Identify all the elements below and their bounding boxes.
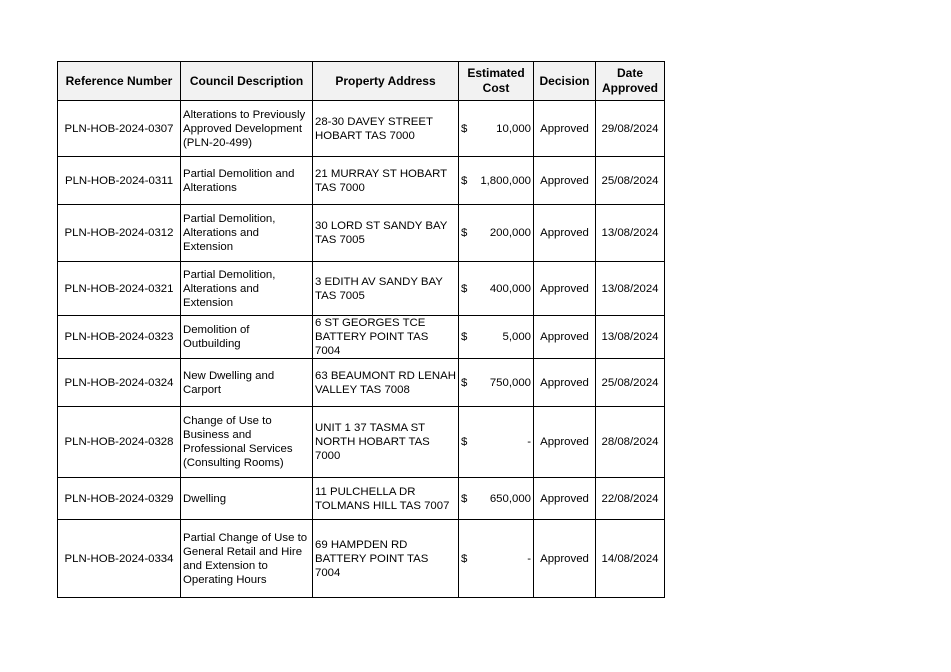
cost-cell <box>459 101 534 157</box>
currency-symbol: $ <box>461 552 468 565</box>
address-cell: 21 MURRAY ST HOBART TAS 7000 <box>313 157 459 205</box>
decision-cell: Approved <box>534 520 596 598</box>
cost-amount: 10,000 <box>496 122 531 135</box>
cost-cell <box>459 262 534 316</box>
date-cell: 14/08/2024 <box>596 520 665 598</box>
cost-amount: 200,000 <box>489 227 531 239</box>
cost-cell <box>459 157 534 205</box>
table-row <box>58 101 665 157</box>
date-cell: 13/08/2024 <box>596 316 665 359</box>
description-cell: Alterations to Previously Approved Development (PLN-20-499) <box>181 101 313 157</box>
cost-amount: 1,800,000 <box>480 174 531 187</box>
header-reference-number: Reference Number <box>58 62 181 101</box>
decision-cell: Approved <box>534 205 596 262</box>
reference-cell: PLN-HOB-2024-0311 <box>58 157 181 205</box>
table-row <box>58 316 665 359</box>
date-cell: 13/08/2024 <box>596 205 665 262</box>
address-cell: 11 PULCHELLA DR TOLMANS HILL TAS 7007 <box>313 478 459 520</box>
reference-cell: PLN-HOB-2024-0329 <box>58 478 181 520</box>
cost-amount: 750,000 <box>489 376 531 389</box>
reference-cell: PLN-HOB-2024-0307 <box>58 101 181 157</box>
currency-symbol: $ <box>461 174 468 187</box>
table-row <box>58 205 665 262</box>
currency-symbol: $ <box>461 331 468 343</box>
planning-approvals-table <box>57 61 665 598</box>
description-cell: Dwelling <box>181 478 313 520</box>
date-cell: 25/08/2024 <box>596 359 665 407</box>
reference-cell: PLN-HOB-2024-0324 <box>58 359 181 407</box>
cost-amount: - <box>527 436 531 448</box>
currency-symbol: $ <box>461 492 468 505</box>
table-row <box>58 359 665 407</box>
cost-amount: 650,000 <box>489 492 531 505</box>
reference-cell: PLN-HOB-2024-0312 <box>58 205 181 262</box>
address-cell: 63 BEAUMONT RD LENAH VALLEY TAS 7008 <box>313 359 459 407</box>
cost-amount: 5,000 <box>502 331 531 343</box>
currency-symbol: $ <box>461 227 468 239</box>
description-cell: New Dwelling and Carport <box>181 359 313 407</box>
reference-cell: PLN-HOB-2024-0321 <box>58 262 181 316</box>
address-cell: 69 HAMPDEN RD BATTERY POINT TAS 7004 <box>313 520 459 598</box>
decision-cell: Approved <box>534 478 596 520</box>
header-decision: Decision <box>534 62 596 101</box>
cost-cell <box>459 478 534 520</box>
address-cell: UNIT 1 37 TASMA ST NORTH HOBART TAS 7000 <box>313 407 459 478</box>
date-cell: 13/08/2024 <box>596 262 665 316</box>
table-header-row <box>58 62 665 101</box>
currency-symbol: $ <box>461 436 468 448</box>
date-cell: 22/08/2024 <box>596 478 665 520</box>
address-cell: 3 EDITH AV SANDY BAY TAS 7005 <box>313 262 459 316</box>
description-cell: Partial Demolition, Alterations and Extension <box>181 205 313 262</box>
cost-cell <box>459 316 534 359</box>
header-estimated-cost: Estimated Cost <box>459 62 534 101</box>
date-cell: 28/08/2024 <box>596 407 665 478</box>
cost-amount: - <box>527 552 531 565</box>
decision-cell: Approved <box>534 407 596 478</box>
cost-cell <box>459 520 534 598</box>
decision-cell: Approved <box>534 101 596 157</box>
reference-cell: PLN-HOB-2024-0334 <box>58 520 181 598</box>
address-cell: 6 ST GEORGES TCE BATTERY POINT TAS 7004 <box>313 316 459 359</box>
decision-cell: Approved <box>534 157 596 205</box>
cost-cell <box>459 407 534 478</box>
table-row <box>58 407 665 478</box>
date-cell: 25/08/2024 <box>596 157 665 205</box>
description-cell: Demolition of Outbuilding <box>181 316 313 359</box>
header-date-approved: Date Approved <box>596 62 665 101</box>
currency-symbol: $ <box>461 122 468 135</box>
cost-cell <box>459 205 534 262</box>
address-cell: 30 LORD ST SANDY BAY TAS 7005 <box>313 205 459 262</box>
description-cell: Partial Demolition, Alterations and Extension <box>181 262 313 316</box>
table-row <box>58 157 665 205</box>
table-row <box>58 520 665 598</box>
currency-symbol: $ <box>461 376 468 389</box>
cost-cell <box>459 359 534 407</box>
header-council-description: Council Description <box>181 62 313 101</box>
reference-cell: PLN-HOB-2024-0323 <box>58 316 181 359</box>
table-row <box>58 478 665 520</box>
description-cell: Partial Demolition and Alterations <box>181 157 313 205</box>
decision-cell: Approved <box>534 316 596 359</box>
description-cell: Change of Use to Business and Professional Services (Consulting Rooms) <box>181 407 313 478</box>
decision-cell: Approved <box>534 262 596 316</box>
reference-cell: PLN-HOB-2024-0328 <box>58 407 181 478</box>
header-property-address: Property Address <box>313 62 459 101</box>
currency-symbol: $ <box>461 282 468 295</box>
description-cell: Partial Change of Use to General Retail and Hire and Extension to Operating Hours <box>181 520 313 598</box>
cost-amount: 400,000 <box>489 282 531 295</box>
date-cell: 29/08/2024 <box>596 101 665 157</box>
address-cell: 28-30 DAVEY STREET HOBART TAS 7000 <box>313 101 459 157</box>
decision-cell: Approved <box>534 359 596 407</box>
table-row <box>58 262 665 316</box>
